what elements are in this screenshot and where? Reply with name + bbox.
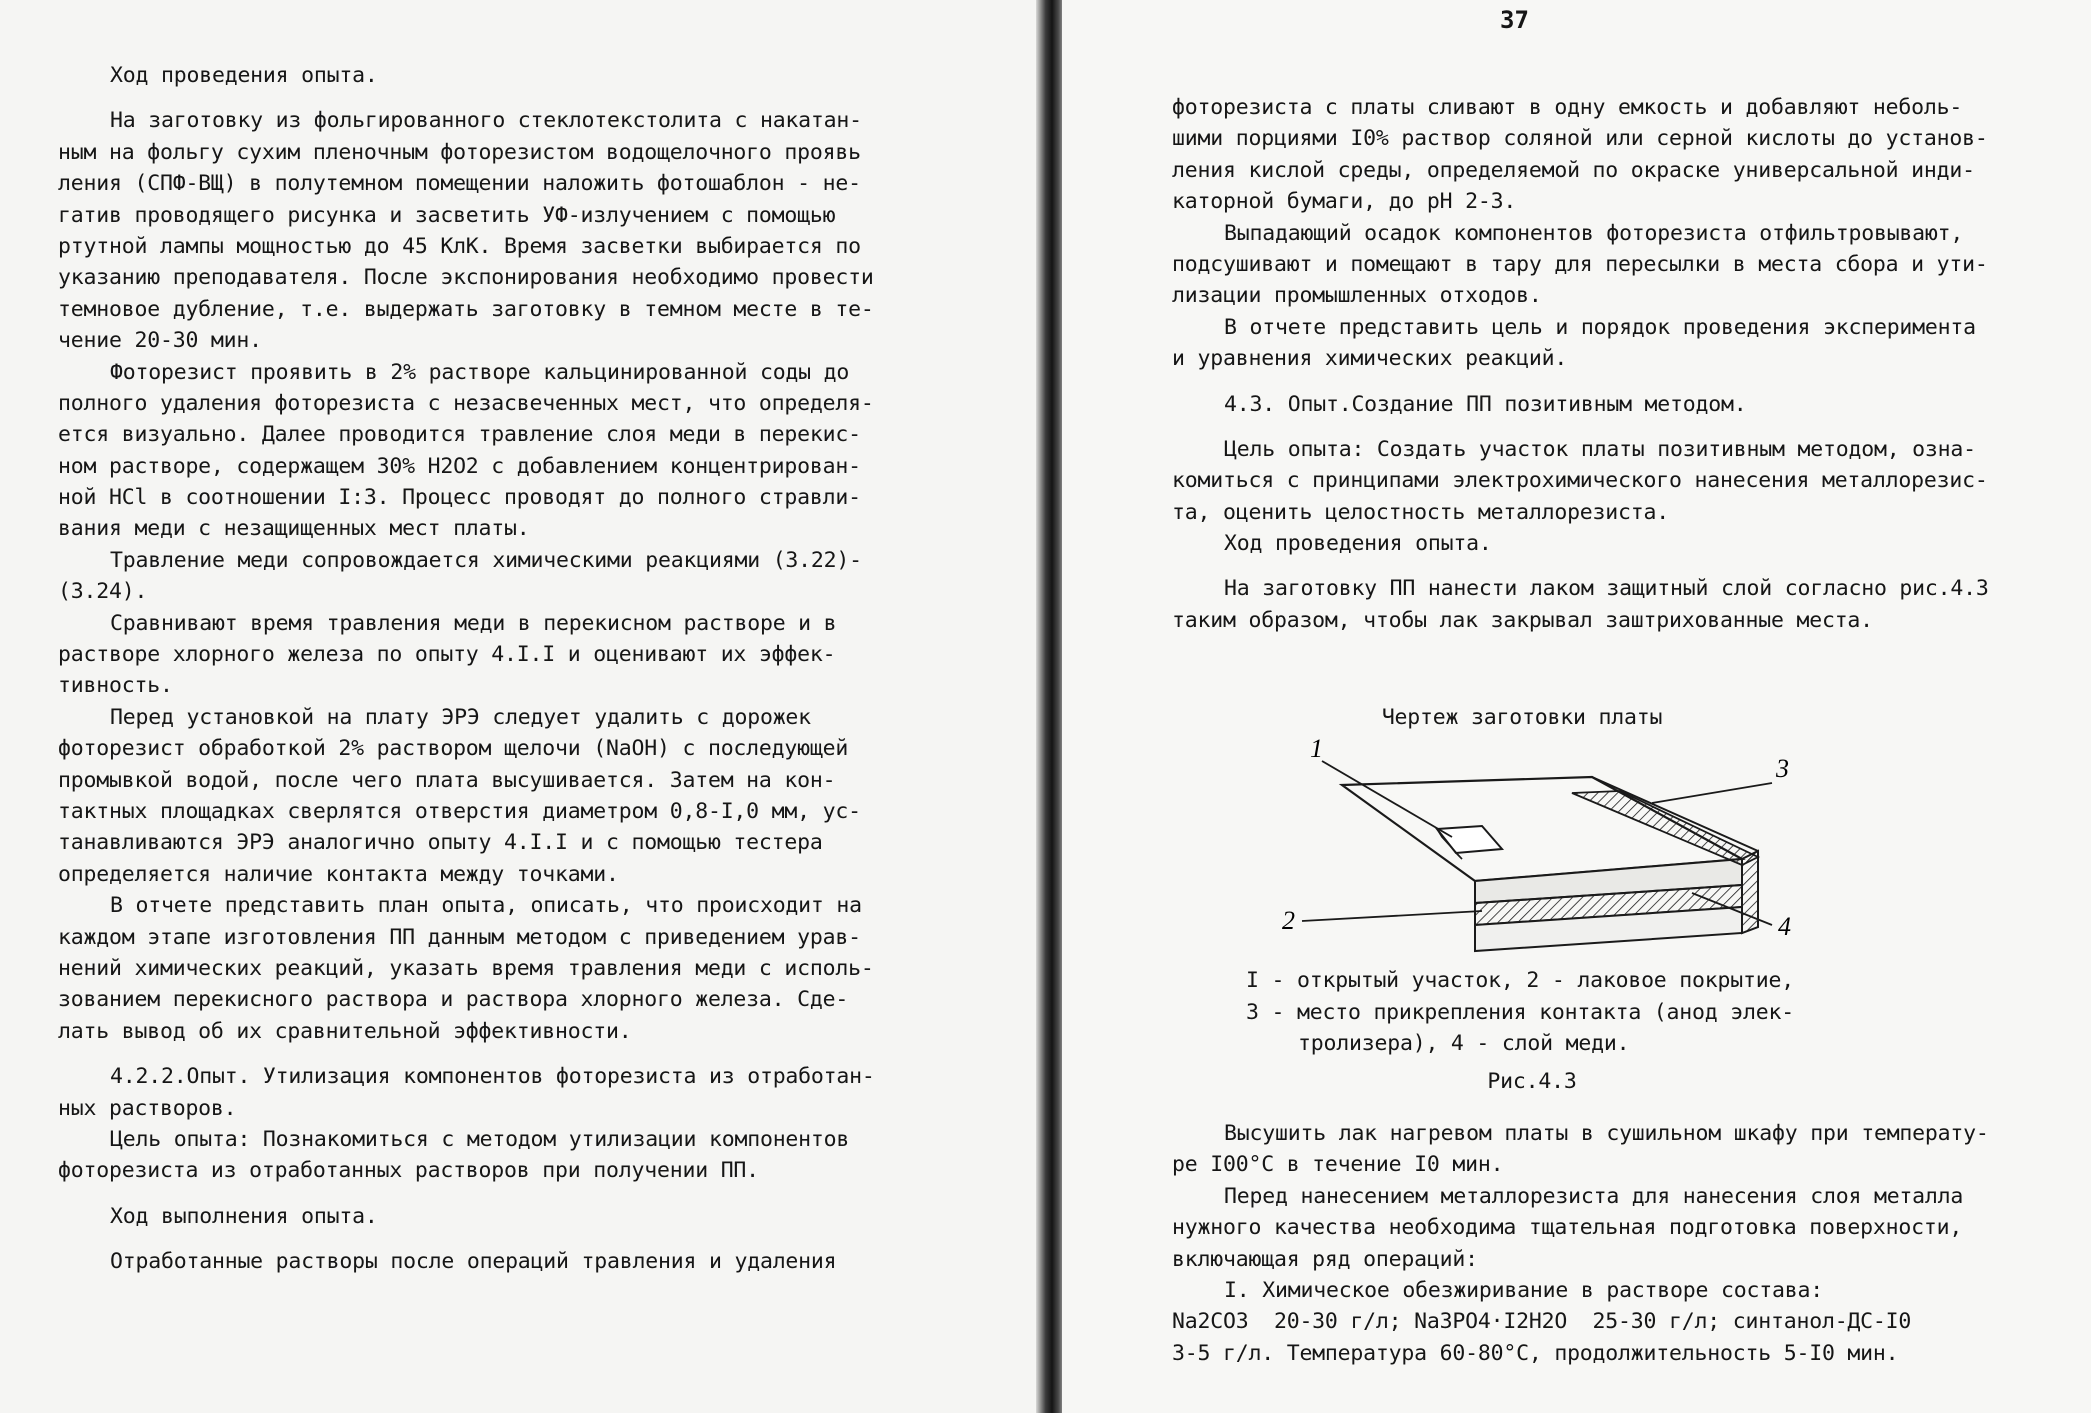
figure-caption-line-3: тролизера), 4 - слой меди. [1298,1031,1630,1057]
text-line: Травление меди сопровождается химическими реакциями (3.22)- [110,547,862,573]
text-line: Сравнивают время травления меди в перекисном растворе и в [110,610,837,636]
text-line: (3.24). [58,579,148,605]
text-line: ления (СПФ-ВЩ) в полутемном помещении наложить фотошаблон - не- [58,171,861,197]
text-line: нужного качества необходима тщательная подготовка поверхности, [1172,1215,1963,1241]
text-line: Отработанные растворы после операций травления и удаления [110,1249,837,1275]
right-page-text-bottom [1172,1118,2062,1369]
text-line: Цель опыта: Познакомиться с методом утилизации компонентов [110,1126,850,1152]
paragraph-gap [1172,420,2062,434]
text-line: гатив проводящего рисунка и засветить УФ-излучением с помощью [58,202,836,228]
left-page [0,0,1042,1413]
text-line: зованием перекисного раствора и раствора хлорного железа. Сде- [58,987,849,1013]
figure-label: Рис.4.3 [1487,1068,1577,1094]
text-line: Цель опыта: Создать участок платы позитивным методом, озна- [1224,436,1976,462]
label-2: 2 [1282,906,1295,936]
text-line: Ход проведения опыта. [1224,531,1492,557]
board-blank-drawing [1172,733,1872,965]
text-line: фоторезист обработкой 2% раствором щелочи (NaOH) с последующей [58,736,849,762]
paragraph-gap [58,1232,948,1246]
text-line: танавливаются ЭРЭ аналогично опыту 4.I.I и с помощью тестера [58,830,823,856]
text-line: Ход выполнения опыта. [110,1203,378,1229]
text-line: 4.2.2.Опыт. Утилизация компонентов фоторезиста из отработан- [110,1064,875,1090]
text-line: чение 20-30 мин. [58,328,262,354]
text-line: та, оценить целостность металлорезиста. [1172,499,1670,525]
label-1: 1 [1310,734,1323,764]
text-line: таким образом, чтобы лак закрывал заштрихованные места. [1172,607,1873,633]
text-line: каторной бумаги, до pH 2-3. [1172,189,1517,215]
text-line: лать вывод об их сравнительной эффективности. [58,1018,632,1044]
text-line: ре I00°C в течение I0 мин. [1172,1152,1504,1178]
paragraph-gap [58,91,948,105]
figure-caption-line-2: 3 - место прикрепления контакта (анод элек- [1246,999,1794,1025]
text-line: На заготовку из фольгированного стеклотекстолита с накатан- [110,108,862,134]
text-line: I. Химическое обезжиривание в растворе состава: [1224,1277,1823,1303]
text-line: темновое дубление, т.е. выдержать заготовку в темном месте в те- [58,296,874,322]
text-line: Высушить лак нагревом платы в сушильном шкафу при температу- [1224,1121,1989,1146]
text-line: 4.3. Опыт.Создание ПП позитивным методом. [1224,391,1747,417]
text-line: растворе хлорного железа по опыту 4.I.I и оценивают их эффек- [58,642,836,668]
text-line: каждом этапе изготовления ПП данным методом с приведением урав- [58,924,861,950]
paragraph-gap [1172,375,2062,389]
text-line: ных растворов. [58,1095,237,1121]
right-page-text-top [1172,92,2062,636]
text-line: комиться с принципами электрохимического нанесения металлорезис- [1172,468,1988,494]
text-line: промывкой водой, после чего плата высушивается. Затем на кон- [58,767,836,793]
text-line: ления кислой среды, определяемой по окраске универсальной инди- [1172,157,1975,183]
text-line: В отчете представить цель и порядок проведения эксперимента [1224,314,1976,340]
right-page [1062,0,2091,1413]
page-number: 37 [1500,6,1529,34]
text-line: В отчете представить план опыта, описать, что происходит на [110,893,862,919]
text-line: Перед установкой на плату ЭРЭ следует удалить с дорожек [110,704,811,730]
text-line: полного удаления фоторезиста с незасвеченных мест, что определя- [58,390,874,416]
paragraph-gap [1172,559,2062,573]
text-line: тивность. [58,673,173,699]
text-line: нений химических реакций, указать время травления меди с исполь- [58,955,874,981]
text-line: ртутной лампы мощностью до 45 КлК. Время засветки выбирается по [58,233,861,259]
text-line: фоторезиста из отработанных растворов при получении ПП. [58,1158,759,1184]
text-line: подсушивают и помещают в тару для пересылки в места сбора и ути- [1172,251,1988,277]
text-line: ным на фольгу сухим пленочным фоторезистом водощелочного проявь [58,139,861,165]
figure-caption-line-1: I - открытый участок, 2 - лаковое покрытие, [1246,968,1794,994]
text-line: указанию преподавателя. После экспонирования необходимо провести [58,265,874,291]
label-4: 4 [1778,912,1791,942]
text-line: определяется наличие контакта между точками. [58,861,619,887]
text-line: и уравнения химических реакций. [1172,346,1568,372]
text-line: Ход проведения опыта. [110,63,378,88]
text-line: Выпадающий осадок компонентов фоторезиста отфильтровывают, [1224,220,1964,246]
text-line: включающая ряд операций: [1172,1246,1478,1272]
text-line: ном растворе, содержащем 30% H2O2 с добавлением концентрирован- [58,453,861,479]
text-line: тактных площадках сверлятся отверстия диаметром 0,8-I,0 мм, ус- [58,798,861,824]
paragraph-gap [58,1047,948,1061]
text-line: На заготовку ПП нанести лаком защитный слой согласно рис.4.3 [1224,576,1989,602]
text-line: Перед нанесением металлорезиста для нанесения слоя металла [1224,1183,1964,1209]
label-3: 3 [1776,754,1789,784]
text-line: вания меди с незащищенных мест платы. [58,516,530,542]
figure-title: Чертеж заготовки платы [1381,705,1663,730]
text-line: Na2CO3 20-30 г/л; Na3PO4·I2H2O 25-30 г/л; синтанол-ДС-I0 [1172,1309,1912,1335]
text-line: лизации промышленных отходов. [1172,283,1542,309]
text-line: Фоторезист проявить в 2% растворе кальцинированной соды до [110,359,850,385]
text-line: фоторезиста с платы сливают в одну емкость и добавляют неболь- [1172,95,1963,120]
text-line: ной HCl в соотношении I:3. Процесс проводят до полного стравли- [58,485,861,511]
text-line: шими порциями I0% раствор соляной или серной кислоты до установ- [1172,126,1988,152]
left-page-text [58,60,948,1277]
paragraph-gap [58,1187,948,1201]
text-line: ется визуально. Далее проводится травление слоя меди в перекис- [58,422,861,448]
figure-block [1172,702,2062,1097]
text-line: 3-5 г/л. Температура 60-80°C, продолжительность 5-I0 мин. [1172,1340,1899,1366]
